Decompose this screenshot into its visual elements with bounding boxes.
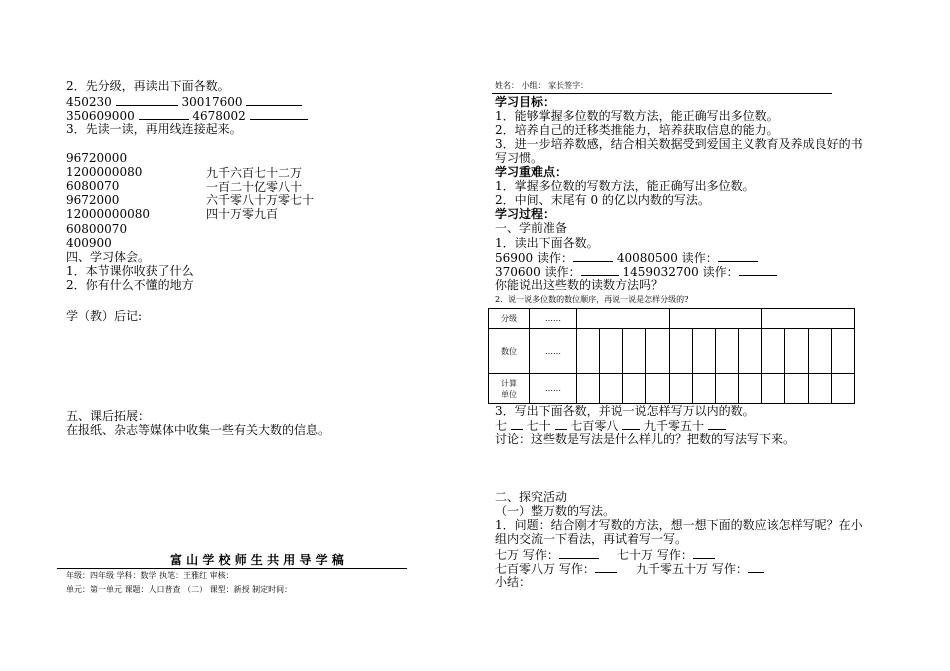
cell-label: 单位 [501, 389, 517, 399]
answer-blank[interactable] [739, 264, 777, 276]
answer-blank[interactable] [511, 418, 523, 430]
place-value-question: 2．说一说多位数的数位顺序，再说一说是怎样分级的? [495, 295, 689, 304]
footer-rule [57, 568, 407, 569]
header-line: 姓名： 小组： 家长签字： [495, 81, 589, 90]
number-item: 400900 [66, 236, 112, 250]
table-cell[interactable] [785, 374, 808, 404]
reading-item: 四十万零九百 [206, 207, 279, 221]
table-row [489, 309, 855, 329]
number-word: 七百零八 [570, 419, 619, 433]
answer-blank[interactable] [748, 561, 764, 573]
number-text: 350609000 [66, 109, 135, 123]
write-prompt: 九千零五十万 写作： [636, 562, 748, 576]
explore-subtitle: （一）整万数的写法。 [495, 504, 616, 518]
table-cell[interactable] [646, 374, 669, 404]
answer-blank[interactable] [559, 547, 599, 559]
read-prompt: 40080500 读作： [616, 251, 718, 265]
table-cell[interactable] [715, 329, 738, 374]
key-point-item: 1．掌握多位数的写数方法，能正确写出多位数。 [495, 179, 755, 193]
write-row-1 [495, 547, 599, 562]
footer-line-1: 年级：四年级 学科：数学 执笔：王雅红 审核： [66, 571, 234, 580]
table-cell[interactable] [623, 329, 646, 374]
goals-title: 学习目标： [495, 95, 556, 109]
left-q2-row2 [66, 108, 308, 123]
table-cell[interactable] [692, 374, 715, 404]
place-value-table [488, 308, 855, 404]
summary-label: 小结： [495, 575, 532, 589]
reading-item: 九千六百七十二万 [206, 166, 303, 180]
table-cell: …… [530, 309, 577, 329]
write-prompt: 七十万 写作： [617, 548, 693, 562]
table-cell: …… [530, 374, 577, 404]
section-five-title: 五、课后拓展： [66, 409, 151, 423]
write-numbers-row [495, 418, 726, 433]
reading-method-question: 你能说出这些数的读数方法吗？ [495, 278, 664, 292]
table-cell[interactable] [715, 374, 738, 404]
number-text: 450230 [66, 95, 112, 109]
number-item: 60800070 [66, 222, 128, 236]
table-cell[interactable] [739, 374, 762, 404]
reading-item: 六千零八十万零七十 [206, 193, 315, 207]
section-four-title: 四、学习体会。 [66, 250, 151, 264]
section-five-text: 在报纸、杂志等媒体中收集一些有关大数的信息。 [66, 423, 331, 437]
table-cell[interactable] [623, 374, 646, 404]
answer-blank[interactable] [246, 94, 302, 106]
answer-blank[interactable] [718, 250, 758, 262]
table-cell[interactable] [762, 374, 785, 404]
answer-blank[interactable] [555, 418, 567, 430]
table-cell[interactable] [808, 374, 831, 404]
table-cell: 数位 [489, 329, 530, 374]
goal-item: 3．进一步培养数感，结合相关数据受到爱国主义教育及养成良好的书 [495, 137, 863, 151]
answer-blank[interactable] [573, 250, 613, 262]
table-cell[interactable] [692, 329, 715, 374]
table-cell[interactable] [600, 374, 623, 404]
table-cell[interactable] [739, 329, 762, 374]
write-prompt: 七百零八万 写作： [495, 562, 595, 576]
number-word: 七十 [526, 419, 551, 433]
table-cell[interactable] [577, 309, 670, 329]
answer-blank[interactable] [250, 108, 308, 120]
number-word: 九千零五十 [644, 419, 705, 433]
cell-label: 计算 [501, 378, 517, 388]
key-points-title: 学习重难点： [495, 165, 568, 179]
number-item: 6080070 [66, 179, 120, 193]
prep-question: 1．读出下面各数。 [495, 236, 599, 250]
number-word: 七 [495, 419, 508, 433]
table-row [489, 329, 855, 374]
table-cell[interactable] [669, 374, 692, 404]
read-prompt: 56900 读作： [495, 251, 573, 265]
table-cell[interactable] [577, 329, 600, 374]
write-row-2b [636, 561, 764, 576]
table-cell[interactable] [831, 329, 854, 374]
table-cell[interactable] [646, 329, 669, 374]
table-cell[interactable] [669, 329, 692, 374]
key-point-item: 2．中间、末尾有 0 的亿以内数的写法。 [495, 193, 710, 207]
number-item: 12000000080 [66, 207, 150, 221]
left-q2-title: 2．先分级，再读出下面各数。 [66, 79, 230, 93]
goal-item: 写习惯。 [495, 151, 544, 165]
table-row [489, 374, 855, 404]
process-title: 学习过程： [495, 207, 556, 221]
table-cell: …… [530, 329, 577, 374]
discussion-text: 讨论：这些数是写法是什么样儿的？把数的写法写下来。 [495, 432, 796, 446]
answer-blank[interactable] [708, 418, 726, 430]
read-prompt: 1459032700 读作： [622, 265, 739, 279]
answer-blank[interactable] [116, 94, 178, 106]
header-rule [492, 93, 832, 94]
explore-title: 二、探究活动 [495, 490, 568, 504]
write-row-1b [617, 547, 715, 562]
table-cell [489, 374, 530, 404]
write-prompt: 七万 写作： [495, 548, 559, 562]
answer-blank[interactable] [581, 264, 619, 276]
number-item: 1200000080 [66, 165, 143, 179]
reading-item: 一百二十亿零八十 [206, 180, 303, 194]
answer-blank[interactable] [139, 108, 189, 120]
answer-blank[interactable] [595, 561, 617, 573]
goal-item: 1．能够掌握多位数的写数方法，能正确写出多位数。 [495, 109, 779, 123]
table-cell[interactable] [762, 309, 855, 329]
table-cell: 分级 [489, 309, 530, 329]
left-q3-title: 3．先读一读，再用线连接起来。 [66, 122, 242, 136]
write-numbers-question: 3．写出下面各数，并说一说怎样写万以内的数。 [495, 404, 755, 418]
number-item: 9672000 [66, 193, 120, 207]
answer-blank[interactable] [693, 547, 715, 559]
left-q2-row1 [66, 94, 302, 109]
answer-blank[interactable] [622, 418, 640, 430]
table-cell[interactable] [577, 374, 600, 404]
afterword-label: 学（教）后记: [66, 309, 143, 323]
section-four-item: 2．你有什么不懂的地方 [66, 278, 194, 292]
table-cell[interactable] [669, 309, 762, 329]
table-cell[interactable] [600, 329, 623, 374]
number-text: 4678002 [192, 109, 246, 123]
write-row-2 [495, 561, 617, 576]
table-cell[interactable] [785, 329, 808, 374]
table-cell[interactable] [762, 329, 785, 374]
read-prompt: 370600 读作： [495, 265, 581, 279]
table-cell[interactable] [831, 374, 854, 404]
footer-title: 富 山 学 校 师 生 共 用 导 学 稿 [170, 553, 344, 567]
explore-question-cont: 组内交流一下看法，再试着写一写。 [495, 532, 688, 546]
read-row-2 [495, 264, 777, 279]
table-cell[interactable] [808, 329, 831, 374]
footer-line-2: 单元：第一单元 课题：人口普查 （二） 课型：新授 制定时间： [66, 585, 293, 594]
section-four-item: 1．本节课你收获了什么 [66, 264, 194, 278]
goal-item: 2．培养自己的迁移类推能力，培养获取信息的能力。 [495, 123, 779, 137]
read-row-1 [495, 250, 758, 265]
number-text: 30017600 [181, 95, 243, 109]
number-item: 96720000 [66, 151, 128, 165]
explore-question: 1．问题：结合刚才写数的方法，想一想下面的数应该怎样写呢？在小 [495, 518, 863, 532]
prep-title: 一、学前准备 [495, 221, 568, 235]
